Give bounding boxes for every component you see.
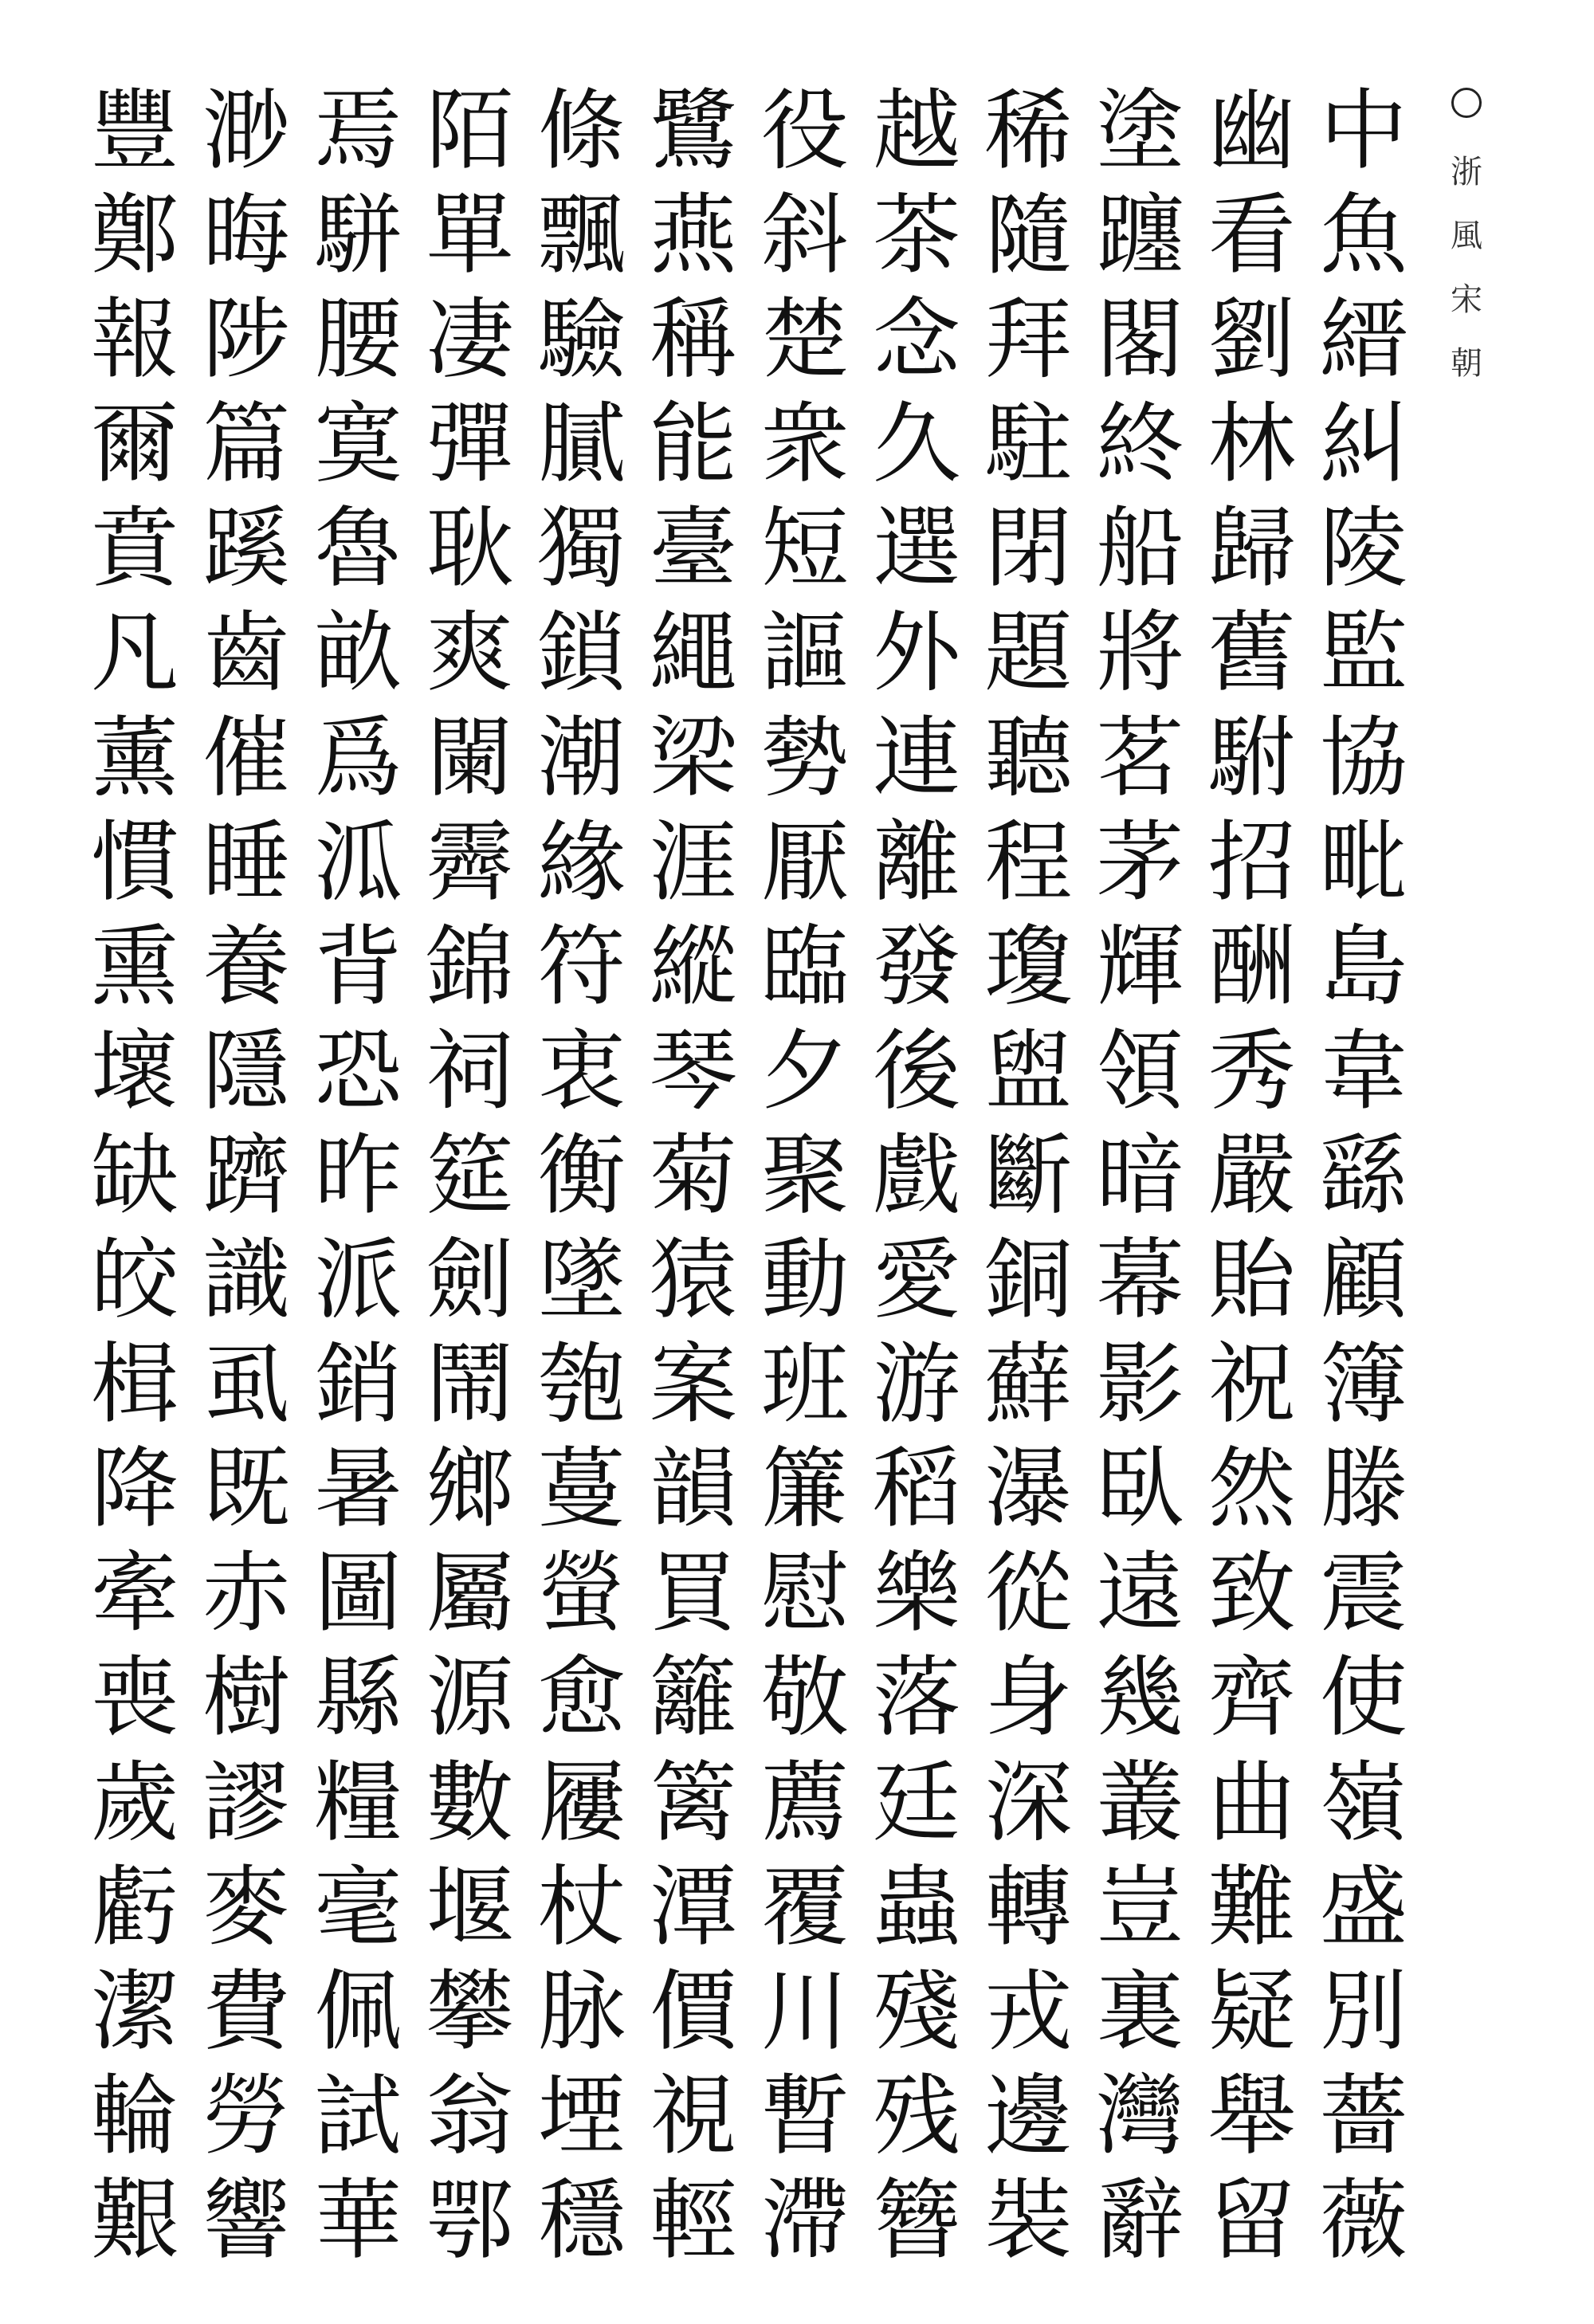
character-grid xyxy=(80,84,1419,2267)
glyph-cell: 瓊 xyxy=(984,919,1073,1014)
glyph-cell: 川 xyxy=(761,1964,850,2059)
glyph-cell: 盥 xyxy=(984,1023,1073,1118)
glyph-cell: 鄉 xyxy=(426,1442,514,1537)
glyph-cell: 茶 xyxy=(873,188,961,283)
glyph-cell: 班 xyxy=(761,1337,850,1432)
glyph-cell: 中 xyxy=(1319,84,1408,178)
glyph-cell: 圖 xyxy=(314,1546,402,1641)
glyph-cell: 躔 xyxy=(1096,188,1184,283)
glyph-cell: 協 xyxy=(1319,710,1408,805)
glyph-cell: 虱 xyxy=(202,1337,291,1432)
glyph-cell: 熏 xyxy=(91,919,179,1014)
character-column xyxy=(973,84,1083,2267)
glyph-cell: 條 xyxy=(537,84,626,178)
glyph-cell: 戎 xyxy=(984,1964,1073,2059)
glyph-cell: 符 xyxy=(537,919,626,1014)
glyph-cell: 幾 xyxy=(1096,1651,1184,1745)
character-column xyxy=(527,84,637,2267)
glyph-cell: 顧 xyxy=(1319,1233,1408,1328)
glyph-cell: 佩 xyxy=(314,1964,402,2059)
glyph-cell: 篱 xyxy=(649,1755,737,1850)
glyph-cell: 爲 xyxy=(314,710,402,805)
glyph-cell: 銷 xyxy=(314,1337,402,1432)
glyph-cell: 簪 xyxy=(873,2173,961,2267)
glyph-cell: 養 xyxy=(202,919,291,1014)
glyph-cell: 裝 xyxy=(984,2173,1073,2267)
glyph-cell: 豐 xyxy=(91,84,179,178)
glyph-cell: 背 xyxy=(314,919,402,1014)
glyph-cell: 腰 xyxy=(314,292,402,387)
glyph-cell: 閣 xyxy=(1096,292,1184,387)
glyph-cell: 虧 xyxy=(91,1859,179,1954)
glyph-cell: 潮 xyxy=(537,710,626,805)
glyph-cell: 招 xyxy=(1207,815,1296,909)
glyph-cell: 彈 xyxy=(426,397,514,492)
glyph-cell: 夕 xyxy=(761,1023,850,1118)
glyph-cell: 堰 xyxy=(426,1859,514,1954)
character-column xyxy=(303,84,413,2267)
glyph-cell: 蹊 xyxy=(202,501,291,596)
glyph-cell: 選 xyxy=(873,501,961,596)
glyph-cell: 茗 xyxy=(1096,710,1184,805)
glyph-cell: 畝 xyxy=(314,606,402,701)
glyph-cell: 齒 xyxy=(202,606,291,701)
glyph-cell: 落 xyxy=(873,1651,961,1745)
glyph-cell: 裏 xyxy=(1096,1964,1184,2059)
glyph-cell: 賁 xyxy=(91,501,179,596)
glyph-cell: 蘚 xyxy=(984,1337,1073,1432)
glyph-cell: 堙 xyxy=(537,2068,626,2163)
glyph-cell: 薦 xyxy=(761,1755,850,1850)
glyph-cell: 韋 xyxy=(1319,1023,1408,1118)
glyph-cell: 游 xyxy=(873,1337,961,1432)
glyph-cell: 歲 xyxy=(91,1755,179,1850)
character-column xyxy=(191,84,301,2267)
glyph-cell: 役 xyxy=(761,84,850,178)
glyph-cell: 衷 xyxy=(537,1023,626,1118)
glyph-cell: 塗 xyxy=(1096,84,1184,178)
glyph-cell: 既 xyxy=(202,1442,291,1537)
glyph-cell: 縣 xyxy=(314,1651,402,1745)
glyph-cell: 鬧 xyxy=(426,1337,514,1432)
glyph-cell: 爾 xyxy=(91,397,179,492)
glyph-cell: 酬 xyxy=(1207,919,1296,1014)
glyph-cell: 稻 xyxy=(873,1442,961,1537)
glyph-cell: 齊 xyxy=(1207,1651,1296,1745)
glyph-cell: 昨 xyxy=(314,1128,402,1223)
glyph-cell: 臥 xyxy=(1096,1442,1184,1537)
glyph-cell: 鷺 xyxy=(649,84,737,178)
glyph-cell: 舉 xyxy=(1207,2068,1296,2163)
glyph-cell: 從 xyxy=(984,1546,1073,1641)
glyph-cell: 稱 xyxy=(649,292,737,387)
glyph-cell: 涯 xyxy=(649,815,737,909)
glyph-cell: 螢 xyxy=(537,1546,626,1641)
character-column xyxy=(415,84,525,2267)
glyph-cell: 連 xyxy=(873,710,961,805)
glyph-cell: 買 xyxy=(649,1546,737,1641)
glyph-cell: 辭 xyxy=(1096,2173,1184,2267)
glyph-cell: 厭 xyxy=(761,815,850,909)
glyph-cell: 殘 xyxy=(873,1964,961,2059)
title-char: 宋 xyxy=(1451,281,1482,318)
glyph-cell: 皎 xyxy=(91,1233,179,1328)
glyph-cell: 瀑 xyxy=(984,1442,1073,1537)
glyph-cell: 薰 xyxy=(91,710,179,805)
glyph-cell: 島 xyxy=(1319,919,1408,1014)
glyph-cell: 盛 xyxy=(1319,1859,1408,1954)
glyph-cell: 敬 xyxy=(761,1651,850,1745)
glyph-cell: 短 xyxy=(761,501,850,596)
glyph-cell: 邊 xyxy=(984,2068,1073,2163)
glyph-cell: 視 xyxy=(649,2068,737,2163)
character-column xyxy=(862,84,972,2267)
glyph-cell: 泒 xyxy=(314,815,402,909)
glyph-cell: 繩 xyxy=(649,606,737,701)
glyph-cell: 勢 xyxy=(761,710,850,805)
glyph-cell: 叢 xyxy=(1096,1755,1184,1850)
glyph-cell: 闌 xyxy=(426,710,514,805)
font-title xyxy=(1451,156,1482,411)
glyph-cell: 看 xyxy=(1207,188,1296,283)
glyph-cell: 艱 xyxy=(91,2173,179,2267)
glyph-cell: 稀 xyxy=(984,84,1073,178)
glyph-cell: 戲 xyxy=(873,1128,961,1223)
glyph-cell: 劉 xyxy=(1207,292,1296,387)
glyph-cell: 鎖 xyxy=(537,606,626,701)
glyph-cell: 繇 xyxy=(1319,1128,1408,1223)
glyph-cell: 晦 xyxy=(202,188,291,283)
glyph-cell: 轉 xyxy=(984,1859,1073,1954)
glyph-cell: 糾 xyxy=(1319,397,1408,492)
glyph-cell: 驗 xyxy=(537,292,626,387)
glyph-cell: 赤 xyxy=(202,1546,291,1641)
character-column xyxy=(750,84,860,2267)
glyph-cell: 劍 xyxy=(426,1233,514,1328)
glyph-cell: 幽 xyxy=(1207,84,1296,178)
character-column xyxy=(1197,84,1307,2267)
glyph-cell: 筵 xyxy=(426,1128,514,1223)
glyph-cell: 斷 xyxy=(984,1128,1073,1223)
glyph-cell: 留 xyxy=(1207,2173,1296,2267)
glyph-cell: 題 xyxy=(984,606,1073,701)
glyph-cell: 識 xyxy=(202,1233,291,1328)
glyph-cell: 駐 xyxy=(984,397,1073,492)
glyph-cell: 試 xyxy=(314,2068,402,2163)
glyph-cell: 數 xyxy=(426,1755,514,1850)
glyph-cell: 難 xyxy=(1207,1859,1296,1954)
glyph-cell: 愛 xyxy=(873,1233,961,1328)
glyph-cell: 琴 xyxy=(649,1023,737,1118)
glyph-cell: 膩 xyxy=(537,397,626,492)
glyph-cell: 後 xyxy=(873,1023,961,1118)
glyph-cell: 慰 xyxy=(761,1546,850,1641)
glyph-cell: 斜 xyxy=(761,188,850,283)
glyph-cell: 秀 xyxy=(1207,1023,1296,1118)
glyph-cell: 燕 xyxy=(649,188,737,283)
glyph-cell: 凡 xyxy=(91,606,179,701)
glyph-cell: 能 xyxy=(649,397,737,492)
glyph-cell: 曲 xyxy=(1207,1755,1296,1850)
glyph-cell: 動 xyxy=(761,1233,850,1328)
glyph-cell: 恐 xyxy=(314,1023,402,1118)
glyph-cell: 輕 xyxy=(649,2173,737,2267)
glyph-cell: 深 xyxy=(984,1755,1073,1850)
glyph-cell: 幕 xyxy=(1096,1233,1184,1328)
glyph-cell: 謬 xyxy=(202,1755,291,1850)
glyph-cell: 杖 xyxy=(537,1859,626,1954)
glyph-cell: 楚 xyxy=(761,292,850,387)
glyph-cell: 魚 xyxy=(1319,188,1408,283)
glyph-cell: 灣 xyxy=(1096,2068,1184,2163)
glyph-cell: 程 xyxy=(984,815,1073,909)
glyph-cell: 祝 xyxy=(1207,1337,1296,1432)
glyph-cell: 墜 xyxy=(537,1233,626,1328)
glyph-cell: 糧 xyxy=(314,1755,402,1850)
glyph-cell: 嶺 xyxy=(1319,1755,1408,1850)
glyph-cell: 貽 xyxy=(1207,1233,1296,1328)
glyph-cell: 催 xyxy=(202,710,291,805)
glyph-cell: 監 xyxy=(1319,606,1408,701)
glyph-cell: 身 xyxy=(984,1651,1073,1745)
glyph-cell: 使 xyxy=(1319,1651,1408,1745)
glyph-cell: 林 xyxy=(1207,397,1296,492)
glyph-cell: 疑 xyxy=(1207,1964,1296,2059)
glyph-cell: 離 xyxy=(873,815,961,909)
glyph-cell: 茅 xyxy=(1096,815,1184,909)
glyph-cell: 簿 xyxy=(1319,1337,1408,1432)
glyph-cell: 震 xyxy=(1319,1546,1408,1641)
glyph-cell: 覆 xyxy=(761,1859,850,1954)
glyph-cell: 船 xyxy=(1096,501,1184,596)
glyph-cell: 喪 xyxy=(91,1651,179,1745)
glyph-cell: 焉 xyxy=(314,84,402,178)
glyph-cell: 薔 xyxy=(1319,2068,1408,2163)
glyph-cell: 獨 xyxy=(537,501,626,596)
glyph-cell: 暫 xyxy=(761,2068,850,2163)
glyph-cell: 嚴 xyxy=(1207,1128,1296,1223)
glyph-cell: 鄂 xyxy=(426,2173,514,2267)
glyph-cell: 縱 xyxy=(649,919,737,1014)
glyph-cell: 牽 xyxy=(91,1546,179,1641)
glyph-cell: 勞 xyxy=(202,2068,291,2163)
character-column xyxy=(1086,84,1196,2267)
glyph-cell: 拜 xyxy=(984,292,1073,387)
title-char: 浙 xyxy=(1451,154,1482,190)
glyph-cell: 謳 xyxy=(761,606,850,701)
character-column xyxy=(1309,84,1419,2267)
glyph-cell: 薇 xyxy=(1319,2173,1408,2267)
glyph-cell: 躋 xyxy=(202,1128,291,1223)
glyph-cell: 輝 xyxy=(1096,919,1184,1014)
glyph-cell: 臺 xyxy=(649,501,737,596)
glyph-cell: 壞 xyxy=(91,1023,179,1118)
glyph-cell: 越 xyxy=(873,84,961,178)
glyph-cell: 隨 xyxy=(984,188,1073,283)
glyph-cell: 魯 xyxy=(314,501,402,596)
glyph-cell: 外 xyxy=(873,606,961,701)
glyph-cell: 領 xyxy=(1096,1023,1184,1118)
glyph-cell: 脉 xyxy=(537,1964,626,2059)
glyph-cell: 縉 xyxy=(1319,292,1408,387)
glyph-cell: 慣 xyxy=(91,815,179,909)
glyph-cell: 菊 xyxy=(649,1128,737,1223)
glyph-cell: 潭 xyxy=(649,1859,737,1954)
glyph-cell: 臨 xyxy=(761,919,850,1014)
glyph-cell: 祠 xyxy=(426,1023,514,1118)
glyph-cell: 陌 xyxy=(426,84,514,178)
glyph-cell: 暑 xyxy=(314,1442,402,1537)
glyph-cell: 陵 xyxy=(1319,501,1408,596)
glyph-cell: 缺 xyxy=(91,1128,179,1223)
character-column xyxy=(638,84,748,2267)
glyph-cell: 蟲 xyxy=(873,1859,961,1954)
glyph-cell: 緣 xyxy=(537,815,626,909)
glyph-cell: 樹 xyxy=(202,1651,291,1745)
glyph-cell: 錦 xyxy=(426,919,514,1014)
glyph-cell: 遠 xyxy=(1096,1546,1184,1641)
glyph-cell: 楫 xyxy=(91,1337,179,1432)
glyph-cell: 駢 xyxy=(314,188,402,283)
glyph-cell: 飄 xyxy=(537,188,626,283)
glyph-cell: 影 xyxy=(1096,1337,1184,1432)
glyph-cell: 麥 xyxy=(202,1859,291,1954)
glyph-cell: 寞 xyxy=(314,397,402,492)
title-char: 風 xyxy=(1451,218,1482,254)
glyph-cell: 費 xyxy=(202,1964,291,2059)
glyph-cell: 降 xyxy=(91,1442,179,1537)
glyph-cell: 毫 xyxy=(314,1859,402,1954)
glyph-cell: 舊 xyxy=(1207,606,1296,701)
glyph-cell: 聚 xyxy=(761,1128,850,1223)
glyph-cell: 案 xyxy=(649,1337,737,1432)
glyph-cell: 残 xyxy=(873,2068,961,2163)
glyph-cell: 輪 xyxy=(91,2068,179,2163)
title-char: 朝 xyxy=(1451,345,1482,382)
glyph-cell: 單 xyxy=(426,188,514,283)
glyph-cell: 韻 xyxy=(649,1442,737,1537)
glyph-cell: 響 xyxy=(202,2173,291,2267)
glyph-cell: 梁 xyxy=(649,710,737,805)
title-column xyxy=(1435,88,1498,411)
glyph-cell: 屬 xyxy=(426,1546,514,1641)
glyph-cell: 攀 xyxy=(426,1964,514,2059)
glyph-cell: 閉 xyxy=(984,501,1073,596)
glyph-cell: 衆 xyxy=(761,397,850,492)
glyph-cell: 樂 xyxy=(873,1546,961,1641)
glyph-cell: 凄 xyxy=(426,292,514,387)
glyph-cell: 念 xyxy=(873,292,961,387)
glyph-cell: 耿 xyxy=(426,501,514,596)
glyph-cell: 久 xyxy=(873,397,961,492)
glyph-cell: 報 xyxy=(91,292,179,387)
glyph-cell: 篇 xyxy=(202,397,291,492)
glyph-cell: 鄭 xyxy=(91,188,179,283)
glyph-cell: 源 xyxy=(426,1651,514,1745)
glyph-cell: 蔓 xyxy=(537,1442,626,1537)
glyph-cell: 駙 xyxy=(1207,710,1296,805)
glyph-cell: 籬 xyxy=(649,1651,737,1745)
glyph-cell: 愈 xyxy=(537,1651,626,1745)
glyph-cell: 渺 xyxy=(202,84,291,178)
glyph-cell: 猿 xyxy=(649,1233,737,1328)
glyph-cell: 別 xyxy=(1319,1964,1408,2059)
glyph-cell: 聽 xyxy=(984,710,1073,805)
glyph-cell: 銅 xyxy=(984,1233,1073,1328)
glyph-cell: 睡 xyxy=(202,815,291,909)
glyph-cell: 華 xyxy=(314,2173,402,2267)
glyph-cell: 滯 xyxy=(761,2173,850,2267)
glyph-cell: 然 xyxy=(1207,1442,1296,1537)
character-column xyxy=(80,84,190,2267)
glyph-cell: 豈 xyxy=(1096,1859,1184,1954)
glyph-cell: 毗 xyxy=(1319,815,1408,909)
glyph-cell: 終 xyxy=(1096,397,1184,492)
glyph-cell: 價 xyxy=(649,1964,737,2059)
glyph-cell: 匏 xyxy=(537,1337,626,1432)
glyph-cell: 滕 xyxy=(1319,1442,1408,1537)
glyph-cell: 穩 xyxy=(537,2173,626,2267)
glyph-cell: 將 xyxy=(1096,606,1184,701)
glyph-cell: 歸 xyxy=(1207,501,1296,596)
glyph-cell: 發 xyxy=(873,919,961,1014)
circle-mark-icon xyxy=(1451,88,1482,118)
glyph-cell: 簾 xyxy=(761,1442,850,1537)
glyph-cell: 潔 xyxy=(91,1964,179,2059)
glyph-cell: 廷 xyxy=(873,1755,961,1850)
glyph-cell: 爽 xyxy=(426,606,514,701)
glyph-cell: 霽 xyxy=(426,815,514,909)
glyph-cell: 暗 xyxy=(1096,1128,1184,1223)
glyph-cell: 致 xyxy=(1207,1546,1296,1641)
glyph-cell: 翁 xyxy=(426,2068,514,2163)
glyph-cell: 派 xyxy=(314,1233,402,1328)
glyph-cell: 衡 xyxy=(537,1128,626,1223)
glyph-cell: 陟 xyxy=(202,292,291,387)
glyph-cell: 隱 xyxy=(202,1023,291,1118)
glyph-cell: 屨 xyxy=(537,1755,626,1850)
